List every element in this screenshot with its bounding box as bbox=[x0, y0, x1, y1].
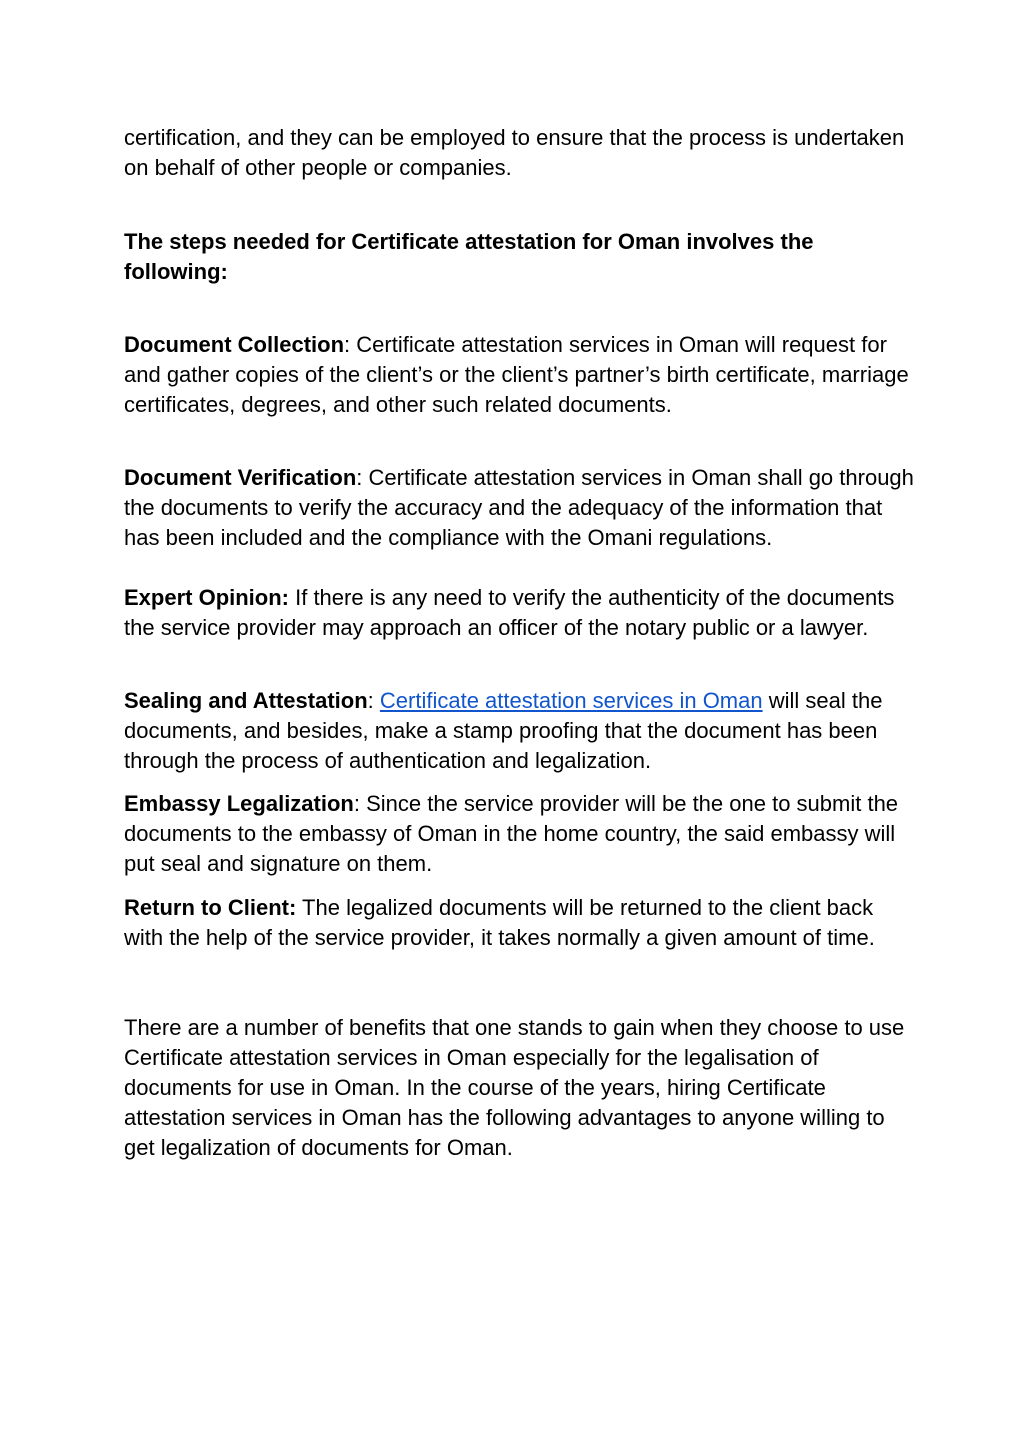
step-embassy-legalization bbox=[124, 789, 914, 879]
step-body: If there is any need to verify the authenticity of the documents the service provider may approach an officer of the notary public or a lawyer. bbox=[124, 585, 895, 640]
step-body: The legalized documents will be returned to the client back with the help of the service provider, it takes normally a given amount of time. bbox=[124, 895, 875, 950]
intro-paragraph: certification, and they can be employed to ensure that the process is undertaken on behalf of other people or companies. bbox=[124, 125, 905, 180]
document-page bbox=[124, 123, 914, 1163]
step-expert-opinion bbox=[124, 583, 914, 643]
step-title: Expert Opinion: bbox=[124, 585, 289, 610]
step-title: Embassy Legalization bbox=[124, 791, 354, 816]
step-body: Certificate attestation services in Oman will request for and gather copies of the client’s or the client’s partner’s birth certificate, marriage certificates, degrees, and other such related documents. bbox=[124, 332, 909, 417]
step-separator: : bbox=[356, 465, 363, 490]
benefits-paragraph: There are a number of benefits that one stands to gain when they choose to use Certificate attestation services in Oman especially for the legalisation of documents for use in Oman. In the course of the years, hiring Certificate attestation services in Oman has the following advantages to anyone willing to get legalization of documents for Oman. bbox=[124, 1015, 905, 1160]
steps-heading: The steps needed for Certificate attestation for Oman involves the following: bbox=[124, 229, 814, 284]
step-sealing-and-attestation bbox=[124, 686, 914, 776]
step-body: will seal the documents, and besides, make a stamp proofing that the document has been through the process of authentication and legalization. bbox=[124, 688, 883, 773]
step-title: Return to Client: bbox=[124, 895, 297, 920]
step-separator: : bbox=[353, 791, 360, 816]
step-return-to-client bbox=[124, 893, 914, 953]
step-separator: : bbox=[344, 332, 351, 357]
step-body: Since the service provider will be the one to submit the documents to the embassy of Oman in the home country, the said embassy will put seal and signature on them. bbox=[124, 791, 899, 876]
step-body: Certificate attestation services in Oman shall go through the documents to verify the accuracy and the adequacy of the information that has been included and the compliance with the Omani regulations. bbox=[124, 465, 914, 550]
step-title: Document Verification bbox=[124, 465, 357, 490]
step-title: Sealing and Attestation bbox=[124, 688, 368, 713]
step-separator: : bbox=[367, 688, 380, 713]
step-document-collection bbox=[124, 330, 914, 420]
step-document-verification bbox=[124, 463, 914, 553]
attestation-services-link[interactable]: Certificate attestation services in Oman bbox=[379, 688, 763, 713]
step-title: Document Collection bbox=[124, 332, 345, 357]
